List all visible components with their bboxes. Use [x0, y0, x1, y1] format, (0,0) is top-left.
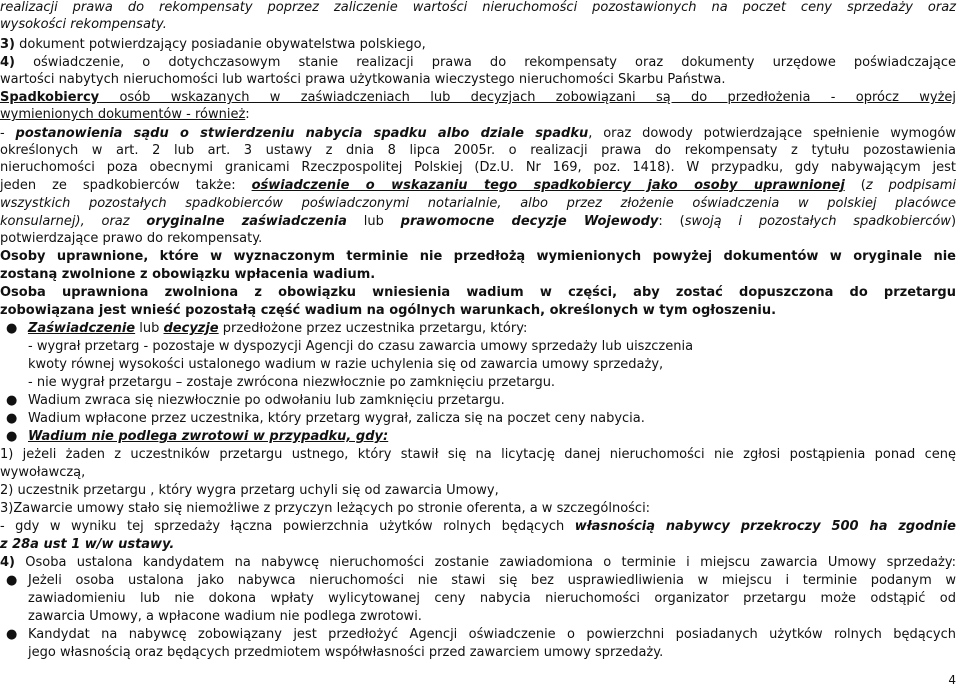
text-segment: zawiadomieniu lub nie dokona wpłaty wylicytowanej ceny nabycia nieruchomości organizator przetargu może odstąpić od	[28, 591, 956, 606]
text-segment: 4)	[0, 555, 15, 570]
bullet-icon: ●	[6, 321, 18, 336]
list-item	[0, 447, 956, 463]
text-line	[0, 178, 956, 194]
text-segment: Jeżeli osoba ustalona jako nabywca nieruchomości nie stawi się bez usprawiedliwienia w miejscu i terminie podanym w	[28, 573, 956, 588]
text-line	[0, 160, 956, 176]
text-segment: )	[950, 214, 957, 229]
text-segment: własnością nabywcy przekroczy 500 ha zgodnie	[574, 519, 956, 534]
text-segment: zostaną zwolnione z obowiązku wpłacenia wadium.	[0, 267, 376, 282]
text-segment: oświadczenie, o dotychczasowym stanie realizacji prawa do rekompensaty oraz dokumenty urzędowe poświadczające	[15, 55, 956, 70]
text-segment: Wadium zwraca się niezwłocznie po odwołaniu lub zamknięciu przetargu.	[28, 393, 505, 408]
page-number: 4	[948, 673, 956, 687]
text-segment: osób wskazanych w zaświadczeniach lub decyzjach zobowiązani są do przedłożenia - oprócz wyżej	[99, 90, 956, 105]
text-line	[28, 339, 693, 355]
text-segment: 2) uczestnik przetargu , który wygra przetarg uchyli się od zawarcia Umowy,	[0, 483, 499, 498]
list-item	[0, 55, 956, 71]
text-segment: wysokości rekompensaty.	[0, 17, 167, 32]
text-line	[0, 107, 250, 123]
text-segment: oryginalne zaświadczenia	[146, 214, 347, 229]
text-segment: wszystkich pozostałych spadkobierców poświadczonymi notarialnie, albo przez złożenie oświadczenia w polskiej placówce	[0, 196, 956, 211]
text-segment: lub	[135, 321, 164, 336]
heading-spadkobiercy	[0, 90, 956, 106]
text-segment: nieruchomości poza obecnymi granicami Rzeczpospolitej Polskiej (Dz.U. Nr 169, poz. 1418). W przypadku, gdy nabywającym jest	[0, 160, 956, 175]
bullet-icon: ●	[6, 429, 18, 444]
text-segment: prawomocne decyzje Wojewody	[400, 214, 659, 229]
text-line	[0, 72, 726, 88]
text-line	[0, 214, 956, 230]
text-segment: określonych w art. 2 lub art. 3 ustawy z dnia 8 lipca 2005r. o realizacji prawa do rekompensaty z tytułu pozostawienia	[0, 143, 956, 158]
text-line	[0, 0, 956, 16]
text-segment: zobowiązana jest wnieść pozostałą część wadium na ogólnych warunkach, określonych w tym ogłoszeniu.	[0, 303, 777, 318]
text-line	[0, 303, 776, 319]
text-line	[28, 609, 422, 625]
text-line	[28, 591, 956, 607]
text-line	[0, 126, 956, 142]
text-segment: Kandydat na nabywcę zobowiązany jest przedłożyć Agencji oświadczenie o powierzchni posiadanych użytków rolnych będących	[28, 627, 956, 642]
text-segment: :	[245, 107, 250, 122]
list-item	[0, 555, 956, 571]
list-item	[28, 411, 645, 427]
text-line	[0, 519, 956, 535]
text-line	[0, 17, 167, 33]
text-segment: jego własnością oraz będących przedmiotem współwłasności przed zawarciem umowy sprzedaży.	[28, 645, 664, 660]
bullet-icon: ●	[6, 411, 18, 426]
text-line	[28, 357, 663, 373]
text-segment: postanowienia sądu o stwierdzeniu nabycia spadku albo dziale spadku	[15, 126, 589, 141]
text-segment: 4)	[0, 55, 15, 70]
text-segment: 3)	[0, 37, 15, 52]
text-segment: Osoba uprawniona zwolniona z obowiązku wniesienia wadium w części, aby zostać dopuszczona do przetargu	[0, 285, 956, 300]
text-segment: wartości nabytych nieruchomości lub wartości prawa użytkowania wieczystego nieruchomości Skarbu Państwa.	[0, 72, 726, 87]
bullet-icon: ●	[6, 627, 18, 642]
text-segment: 1) jeżeli żaden z uczestników przetargu ustnego, który stawił się na licytację danej nieruchomości nie zgłosi postąpienia ponad cenę	[0, 447, 956, 462]
text-segment: Wadium wpłacone przez uczestnika, który przetarg wygrał, zalicza się na poczet ceny nabycia.	[28, 411, 645, 426]
text-segment: 3)Zawarcie umowy stało się niemożliwe z przyczyn leżących po stronie oferenta, a w szczególności:	[0, 501, 651, 516]
text-segment: przedłożone przez uczestnika przetargu, który:	[218, 321, 528, 336]
text-line	[0, 196, 956, 212]
text-line	[0, 143, 956, 159]
text-segment: kwoty równej wysokości ustalonego wadium w razie uchylenia się od zawarcia umowy sprzedaży,	[28, 357, 664, 372]
text-segment: Osoba ustalona kandydatem na nabywcę nieruchomości zostanie zawiadomiona o terminie i miejscu zawarcia Umowy sprzedaży:	[15, 555, 956, 570]
list-item	[28, 429, 388, 445]
text-segment: potwierdzające prawo do rekompensaty.	[0, 231, 263, 246]
text-segment: (	[844, 178, 866, 193]
text-segment: Wadium nie podlega zwrotowi w przypadku, gdy:	[28, 429, 389, 444]
text-line	[0, 537, 174, 553]
text-segment: realizacji prawa do rekompensaty poprzez zaliczenie wartości nieruchomości pozostawionych na poczet ceny sprzedaży oraz	[0, 0, 956, 15]
text-segment: - nie wygrał przetargu – zostaje zwrócona niezwłocznie po zamknięciu przetargu.	[28, 375, 556, 390]
text-segment: Zaświadczenie	[28, 321, 136, 336]
list-item	[28, 393, 505, 409]
text-segment: swoją i pozostałych spadkobierców	[684, 214, 951, 229]
text-segment: -	[0, 126, 16, 141]
text-segment: zawarcia Umowy, a wpłacone wadium nie podlega zwrotowi.	[28, 609, 422, 624]
text-line	[0, 465, 85, 481]
text-segment: , oraz dowody potwierdzające spełnienie wymogów	[588, 126, 956, 141]
text-segment: oświadczenie o wskazaniu tego spadkobiercy jako osoby uprawnionej	[251, 178, 845, 193]
list-item	[28, 321, 527, 337]
text-line	[0, 249, 956, 265]
text-segment: lub	[346, 214, 401, 229]
text-segment: jeden ze spadkobierców także:	[0, 178, 252, 193]
text-segment: Osoby uprawnione, które w wyznaczonym terminie nie przedłożą wymienionych powyżej dokumentów w oryginale nie	[0, 249, 956, 264]
text-segment: wywoławczą,	[0, 465, 86, 480]
bullet-icon: ●	[6, 573, 18, 588]
text-segment: Spadkobiercy	[0, 90, 100, 105]
text-segment: - wygrał przetarg - pozostaje w dyspozycji Agencji do czasu zawarcia umowy sprzedaży lub uiszczenia	[28, 339, 694, 354]
text-line	[0, 267, 375, 283]
list-item	[0, 483, 499, 499]
text-segment: dokument potwierdzający posiadanie obywatelstwa polskiego,	[15, 37, 426, 52]
list-item	[0, 501, 650, 517]
text-segment: konsularnej), oraz	[0, 214, 147, 229]
text-line	[0, 285, 956, 301]
text-segment: : (	[658, 214, 685, 229]
text-segment: z 28a ust 1 w/w ustawy.	[0, 537, 175, 552]
list-item	[28, 627, 956, 643]
text-line	[28, 645, 663, 661]
text-line	[28, 375, 555, 391]
text-segment: wymienionych dokumentów - również	[0, 107, 246, 122]
list-item	[28, 573, 956, 589]
bullet-icon: ●	[6, 393, 18, 408]
list-item	[0, 37, 426, 53]
text-segment: decyzje	[163, 321, 219, 336]
text-segment: z podpisami	[865, 178, 956, 193]
text-segment: - gdy w wyniku tej sprzedaży łączna powierzchnia użytków rolnych będących	[0, 519, 575, 534]
text-line	[0, 231, 262, 247]
